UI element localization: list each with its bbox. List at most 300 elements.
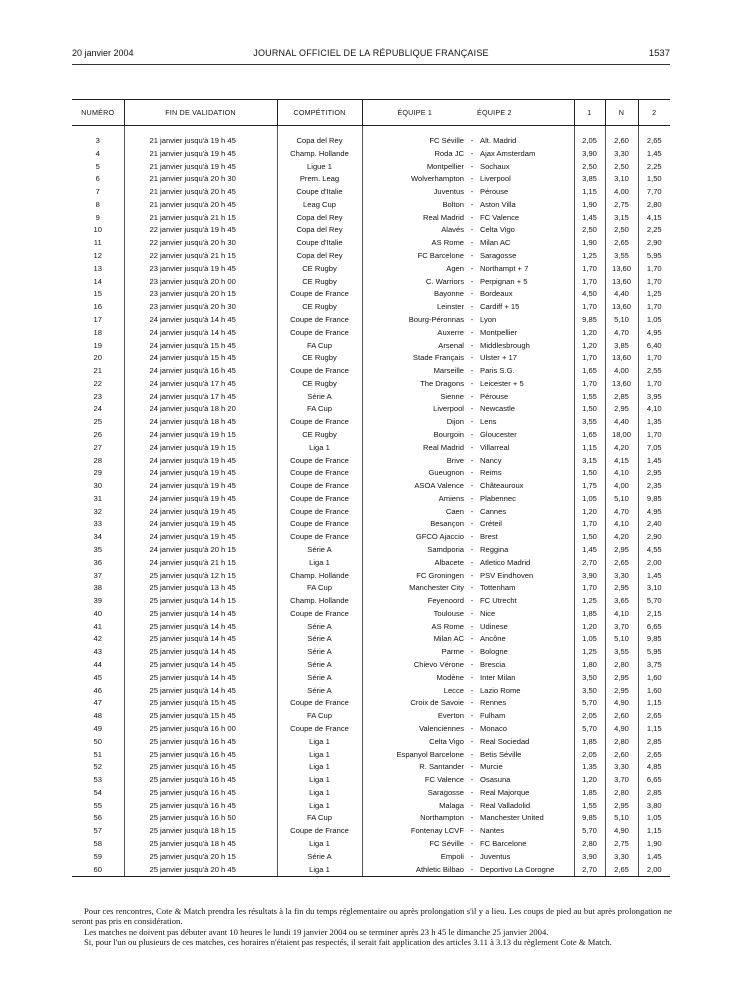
row-equipe-1: AS Rome [362, 237, 467, 250]
row-equipe-2: Gloucester [480, 429, 517, 439]
row-odds-n: 2,60 [605, 135, 638, 148]
row-fin-validation: 22 janvier jusqu'à 20 h 30 [124, 237, 277, 250]
row-separator: - [470, 672, 474, 682]
row-separator: - [470, 570, 474, 580]
col-equipe-2: ÉQUIPE 2 [477, 100, 574, 126]
row-competition: Coupe de France [277, 288, 362, 301]
row-separator: - [470, 302, 474, 312]
table-row [72, 352, 670, 365]
row-separator: - [470, 506, 474, 516]
row-fin-validation: 25 janvier jusqu'à 14 h 45 [124, 608, 277, 621]
row-odds-2: 1,60 [638, 685, 670, 698]
row-fin-validation: 25 janvier jusqu'à 14 h 45 [124, 633, 277, 646]
row-equipe-1: Malaga [362, 800, 467, 813]
row-odds-n: 3,30 [605, 761, 638, 774]
row-equipe-2: Betis Séville [480, 749, 522, 759]
row-odds-1: 1,15 [574, 186, 605, 199]
row-competition: Coupe de France [277, 365, 362, 378]
row-numero: 16 [93, 302, 102, 312]
row-competition: Copa del Rey [277, 212, 362, 225]
row-odds-2: 2,40 [638, 518, 670, 531]
row-equipe-1: Roda JC [362, 148, 467, 161]
row-competition: Coupe de France [277, 697, 362, 710]
row-separator: - [470, 314, 474, 324]
row-numero: 42 [93, 634, 102, 644]
row-odds-n: 5,10 [605, 812, 638, 825]
row-odds-1: 2,50 [574, 161, 605, 174]
row-odds-1: 1,85 [574, 608, 605, 621]
row-odds-1: 1,25 [574, 646, 605, 659]
row-equipe-1: R. Santander [362, 761, 467, 774]
table-row [72, 263, 670, 276]
row-equipe-1: The Dragons [362, 378, 467, 391]
row-competition: Coupe de France [277, 608, 362, 621]
row-odds-n: 4,70 [605, 506, 638, 519]
row-numero: 60 [72, 864, 124, 877]
col-numero: NUMÉRO [72, 100, 124, 126]
row-odds-2: 2,80 [638, 199, 670, 212]
row-fin-validation: 24 janvier jusqu'à 19 h 45 [124, 506, 277, 519]
row-competition: Copa del Rey [277, 250, 362, 263]
row-numero: 57 [93, 826, 102, 836]
row-separator: - [470, 647, 474, 657]
table-row [72, 340, 670, 353]
row-odds-2: 4,55 [638, 544, 670, 557]
row-odds-1: 1,85 [574, 736, 605, 749]
row-fin-validation: 24 janvier jusqu'à 19 h 45 [124, 493, 277, 506]
row-fin-validation: 25 janvier jusqu'à 15 h 45 [124, 697, 277, 710]
table-row [72, 685, 670, 698]
row-equipe-1: Juventus [362, 186, 467, 199]
row-fin-validation: 25 janvier jusqu'à 16 h 45 [124, 736, 277, 749]
table-row [72, 276, 670, 289]
row-numero: 25 [93, 417, 102, 427]
row-equipe-2: FC Valence [480, 212, 520, 222]
row-odds-1: 1,55 [574, 800, 605, 813]
row-odds-1: 1,25 [574, 250, 605, 263]
row-odds-n: 13,60 [605, 276, 638, 289]
row-fin-validation: 24 janvier jusqu'à 19 h 45 [124, 531, 277, 544]
row-odds-2: 2,90 [638, 237, 670, 250]
table-row [72, 429, 670, 442]
row-separator: - [470, 608, 474, 618]
row-equipe-2: Manchester United [480, 813, 544, 823]
row-separator: - [470, 327, 474, 337]
row-competition: Liga 1 [277, 787, 362, 800]
row-odds-2: 7,05 [638, 442, 670, 455]
row-odds-n: 2,75 [605, 199, 638, 212]
table-row [72, 301, 670, 314]
row-odds-1: 1,70 [574, 352, 605, 365]
table-spacer-row [72, 126, 670, 136]
row-odds-2: 3,10 [638, 582, 670, 595]
table-row [72, 800, 670, 813]
row-numero: 36 [93, 557, 102, 567]
row-odds-n: 13,60 [605, 301, 638, 314]
row-equipe-1: Valenciennes [362, 723, 467, 736]
row-equipe-2: Real Majorque [480, 787, 530, 797]
row-separator: - [470, 787, 474, 797]
row-separator: - [470, 136, 474, 145]
row-odds-2: 1,70 [638, 301, 670, 314]
row-odds-2: 2,00 [638, 557, 670, 570]
row-competition: Champ. Hollande [277, 148, 362, 161]
row-equipe-2: Bordeaux [480, 289, 513, 299]
row-odds-2: 1,05 [638, 314, 670, 327]
row-competition: CE Rugby [277, 301, 362, 314]
row-equipe-1: Samdporia [362, 544, 467, 557]
row-numero: 27 [93, 442, 102, 452]
row-separator: - [470, 736, 474, 746]
row-numero: 28 [93, 455, 102, 465]
row-equipe-2: FC Utrecht [480, 596, 517, 606]
row-equipe-1: Leinster [362, 301, 467, 314]
row-numero: 33 [93, 519, 102, 529]
row-equipe-2: Liverpool [480, 174, 511, 184]
row-fin-validation: 24 janvier jusqu'à 15 h 45 [124, 352, 277, 365]
row-fin-validation: 24 janvier jusqu'à 21 h 15 [124, 557, 277, 570]
row-odds-2: 1,70 [638, 352, 670, 365]
row-odds-1: 1,65 [574, 429, 605, 442]
row-separator: - [470, 826, 474, 836]
table-row [72, 442, 670, 455]
row-equipe-2: Northampt + 7 [480, 263, 529, 273]
row-competition: Coupe de France [277, 314, 362, 327]
row-separator: - [470, 519, 474, 529]
row-odds-2: 1,45 [638, 851, 670, 864]
table-row [72, 544, 670, 557]
row-odds-1: 1,05 [574, 493, 605, 506]
row-equipe-2: Nantes [480, 826, 505, 836]
row-odds-1: 1,45 [574, 212, 605, 225]
row-numero: 46 [93, 685, 102, 695]
row-competition: Leag Cup [277, 199, 362, 212]
row-competition: Coupe de France [277, 531, 362, 544]
row-odds-n: 3,85 [605, 340, 638, 353]
row-fin-validation: 25 janvier jusqu'à 16 h 45 [124, 761, 277, 774]
row-equipe-1: Real Madrid [362, 442, 467, 455]
row-numero: 13 [93, 263, 102, 273]
row-equipe-2: Fulham [480, 711, 506, 721]
col-fin-validation: FIN DE VALIDATION [124, 100, 277, 126]
row-odds-n: 2,95 [605, 403, 638, 416]
row-equipe-1: Amiens [362, 493, 467, 506]
row-equipe-1: Bolton [362, 199, 467, 212]
note-paragraph: Les matches ne doivent pas débuter avant 10 heures le lundi 19 janvier 2004 ou se terminer après 23 h 45 le dimanche 25 janvier 2004. [84, 926, 549, 937]
row-numero: 18 [93, 327, 102, 337]
row-fin-validation: 25 janvier jusqu'à 14 h 45 [124, 621, 277, 634]
row-competition: Coupe de France [277, 327, 362, 340]
row-odds-2: 1,50 [638, 173, 670, 186]
row-competition: Liga 1 [277, 838, 362, 851]
table-row [72, 864, 670, 877]
row-odds-n: 3,65 [605, 595, 638, 608]
row-equipe-1: Brive [362, 455, 467, 468]
row-odds-n: 2,65 [605, 237, 638, 250]
row-odds-2: 1,70 [638, 276, 670, 289]
row-competition: Liga 1 [277, 557, 362, 570]
row-competition: Prem. Leag [277, 173, 362, 186]
row-equipe-2: Reggina [480, 545, 509, 554]
row-separator: - [470, 775, 474, 785]
row-competition: Ligue 1 [277, 161, 362, 174]
row-numero: 52 [93, 762, 102, 772]
row-odds-n: 2,60 [605, 749, 638, 762]
table-row [72, 480, 670, 493]
row-equipe-1: Chievo Vérone [362, 659, 467, 672]
row-separator: - [470, 276, 474, 286]
row-equipe-1: Dijon [362, 416, 467, 429]
row-odds-n: 4,40 [605, 288, 638, 301]
row-competition: FA Cup [277, 710, 362, 723]
row-odds-n: 13,60 [605, 378, 638, 391]
row-separator: - [470, 455, 474, 465]
row-equipe-2: Pérouse [480, 391, 509, 401]
row-separator: - [470, 468, 474, 478]
row-odds-2: 1,45 [638, 455, 670, 468]
table-row [72, 557, 670, 570]
row-numero: 48 [93, 711, 102, 721]
row-numero: 50 [93, 736, 102, 746]
row-numero: 30 [93, 481, 102, 491]
row-odds-1: 1,05 [574, 633, 605, 646]
row-fin-validation: 24 janvier jusqu'à 15 h 45 [124, 340, 277, 353]
row-equipe-1: Milan AC [362, 633, 467, 646]
row-equipe-1: Empoli [362, 851, 467, 864]
row-odds-1: 1,20 [574, 506, 605, 519]
row-odds-1: 1,75 [574, 480, 605, 493]
row-separator: - [470, 404, 474, 414]
row-numero: 39 [93, 596, 102, 606]
row-equipe-2: FC Barcelone [480, 838, 527, 848]
row-numero: 3 [95, 136, 100, 145]
row-odds-2: 1,45 [638, 148, 670, 161]
row-competition: Coupe d'Italie [277, 186, 362, 199]
row-numero: 15 [93, 289, 102, 299]
row-separator: - [470, 212, 474, 222]
row-odds-n: 4,00 [605, 480, 638, 493]
table-row [72, 646, 670, 659]
row-odds-1: 5,70 [574, 723, 605, 736]
row-odds-1: 3,50 [574, 672, 605, 685]
row-numero: 10 [93, 225, 102, 235]
row-odds-1: 1,90 [574, 199, 605, 212]
row-odds-1: 1,70 [574, 263, 605, 276]
row-odds-2: 4,85 [638, 761, 670, 774]
row-competition: Copa del Rey [277, 135, 362, 148]
row-equipe-2: Lyon [480, 314, 497, 324]
matches-table [72, 99, 670, 877]
row-odds-2: 2,55 [638, 365, 670, 378]
row-numero: 32 [93, 506, 102, 516]
row-odds-n: 4,40 [605, 416, 638, 429]
row-odds-2: 1,25 [638, 288, 670, 301]
row-odds-1: 3,50 [574, 685, 605, 698]
row-odds-1: 1,55 [574, 391, 605, 404]
row-fin-validation: 25 janvier jusqu'à 15 h 45 [124, 710, 277, 723]
row-equipe-1: Sienne [362, 391, 467, 404]
row-competition: Liga 1 [277, 864, 362, 877]
row-odds-n: 4,00 [605, 186, 638, 199]
row-odds-n: 3,30 [605, 851, 638, 864]
row-odds-1: 1,70 [574, 276, 605, 289]
row-fin-validation: 25 janvier jusqu'à 16 h 45 [124, 774, 277, 787]
row-odds-n: 2,95 [605, 685, 638, 698]
row-odds-n: 4,10 [605, 467, 638, 480]
row-equipe-1: FC Séville [362, 135, 467, 148]
row-equipe-2: Real Valladolid [480, 800, 531, 810]
row-competition: Liga 1 [277, 800, 362, 813]
row-equipe-1: Albacete [362, 557, 467, 570]
row-odds-n: 4,15 [605, 455, 638, 468]
row-separator: - [470, 698, 474, 708]
row-fin-validation: 25 janvier jusqu'à 16 h 45 [124, 749, 277, 762]
row-odds-2: 6,65 [638, 774, 670, 787]
row-equipe-2: Bologne [480, 647, 508, 657]
row-equipe-2: Nice [480, 608, 496, 618]
row-odds-n: 2,95 [605, 582, 638, 595]
row-numero: 8 [95, 199, 100, 209]
table-row [72, 697, 670, 710]
row-equipe-1: Celta Vigo [362, 736, 467, 749]
table-row [72, 365, 670, 378]
page-number: 1537 [648, 48, 670, 59]
row-numero: 53 [93, 775, 102, 785]
row-odds-n: 3,55 [605, 646, 638, 659]
row-odds-n: 4,10 [605, 518, 638, 531]
row-odds-n: 4,90 [605, 697, 638, 710]
row-odds-1: 3,90 [574, 851, 605, 864]
table-row [72, 736, 670, 749]
col-competition: COMPÉTITION [277, 100, 362, 126]
row-competition: Copa del Rey [277, 224, 362, 237]
row-numero: 12 [93, 251, 102, 261]
row-odds-1: 2,80 [574, 838, 605, 851]
row-odds-2: 2,65 [638, 749, 670, 762]
row-equipe-2: Lens [480, 417, 497, 427]
row-odds-2: 1,70 [638, 263, 670, 276]
row-separator: - [470, 148, 474, 158]
row-separator: - [470, 545, 474, 554]
row-odds-1: 3,90 [574, 570, 605, 583]
row-fin-validation: 25 janvier jusqu'à 18 h 15 [124, 825, 277, 838]
row-equipe-2: Milan AC [480, 238, 511, 248]
row-fin-validation: 21 janvier jusqu'à 19 h 45 [124, 148, 277, 161]
row-odds-n: 18,00 [605, 429, 638, 442]
row-odds-1: 1,50 [574, 403, 605, 416]
row-equipe-2: Celta Vigo [480, 225, 515, 235]
row-odds-2: 1,45 [638, 570, 670, 583]
row-separator: - [470, 174, 474, 184]
row-separator: - [470, 685, 474, 695]
row-odds-1: 2,70 [574, 864, 605, 877]
row-odds-2: 3,80 [638, 800, 670, 813]
row-numero: 11 [93, 238, 102, 248]
row-odds-n: 3,30 [605, 148, 638, 161]
row-numero: 7 [95, 187, 100, 197]
table-row [72, 774, 670, 787]
row-odds-1: 1,15 [574, 442, 605, 455]
row-equipe-1: AS Rome [362, 621, 467, 634]
row-fin-validation: 23 janvier jusqu'à 20 h 00 [124, 276, 277, 289]
row-fin-validation: 25 janvier jusqu'à 14 h 45 [124, 659, 277, 672]
row-equipe-1: FC Valence [362, 774, 467, 787]
row-odds-2: 1,15 [638, 697, 670, 710]
row-numero: 6 [95, 174, 100, 184]
row-equipe-1: Manchester City [362, 582, 467, 595]
row-odds-2: 4,15 [638, 212, 670, 225]
row-equipe-2: Alt. Madrid [480, 136, 517, 145]
row-odds-n: 4,20 [605, 531, 638, 544]
row-odds-1: 2,05 [574, 135, 605, 148]
row-odds-1: 1,20 [574, 340, 605, 353]
row-equipe-2: Cardiff + 15 [480, 302, 520, 312]
row-odds-n: 3,70 [605, 621, 638, 634]
row-fin-validation: 24 janvier jusqu'à 17 h 45 [124, 391, 277, 404]
row-equipe-1: Modène [362, 672, 467, 685]
table-row [72, 761, 670, 774]
row-competition: CE Rugby [277, 352, 362, 365]
row-separator: - [470, 660, 474, 670]
row-competition: Liga 1 [277, 749, 362, 762]
row-separator: - [470, 417, 474, 427]
row-competition: FA Cup [277, 812, 362, 825]
col-odds-n: N [605, 100, 638, 126]
row-equipe-2: Brescia [480, 660, 506, 670]
row-competition: Liga 1 [277, 774, 362, 787]
row-competition: Coupe d'Italie [277, 237, 362, 250]
row-numero: 17 [93, 314, 102, 324]
table-row [72, 608, 670, 621]
row-odds-n: 2,95 [605, 672, 638, 685]
col-odds-1: 1 [574, 100, 605, 126]
table-row [72, 570, 670, 583]
row-separator: - [470, 263, 474, 273]
row-separator: - [470, 187, 474, 197]
row-fin-validation: 25 janvier jusqu'à 14 h 45 [124, 646, 277, 659]
table-row [72, 148, 670, 161]
row-competition: FA Cup [277, 340, 362, 353]
row-odds-1: 2,50 [574, 224, 605, 237]
header-rule [72, 64, 670, 65]
row-odds-1: 1,90 [574, 237, 605, 250]
row-odds-n: 3,30 [605, 570, 638, 583]
row-equipe-1: FC Groningen [362, 570, 467, 583]
row-equipe-2: Nancy [480, 455, 502, 465]
row-odds-2: 5,95 [638, 646, 670, 659]
table-row [72, 135, 670, 148]
row-competition: Série A [277, 672, 362, 685]
row-fin-validation: 22 janvier jusqu'à 19 h 45 [124, 224, 277, 237]
row-fin-validation: 24 janvier jusqu'à 19 h 15 [124, 429, 277, 442]
row-equipe-2: Tottenham [480, 583, 516, 593]
row-odds-2: 1,35 [638, 416, 670, 429]
row-separator: - [470, 493, 474, 503]
row-numero: 22 [93, 378, 102, 388]
row-competition: Série A [277, 851, 362, 864]
row-separator: - [470, 813, 474, 823]
row-odds-2: 4,95 [638, 506, 670, 519]
row-equipe-2: Villarreal [480, 442, 510, 452]
col-odds-2: 2 [638, 100, 670, 126]
row-odds-2: 3,95 [638, 391, 670, 404]
row-separator: - [470, 161, 474, 171]
row-fin-validation: 22 janvier jusqu'à 21 h 15 [124, 250, 277, 263]
row-fin-validation: 25 janvier jusqu'à 13 h 45 [124, 582, 277, 595]
row-equipe-1: Gueugnon [362, 467, 467, 480]
row-odds-1: 3,15 [574, 455, 605, 468]
row-odds-n: 13,60 [605, 352, 638, 365]
